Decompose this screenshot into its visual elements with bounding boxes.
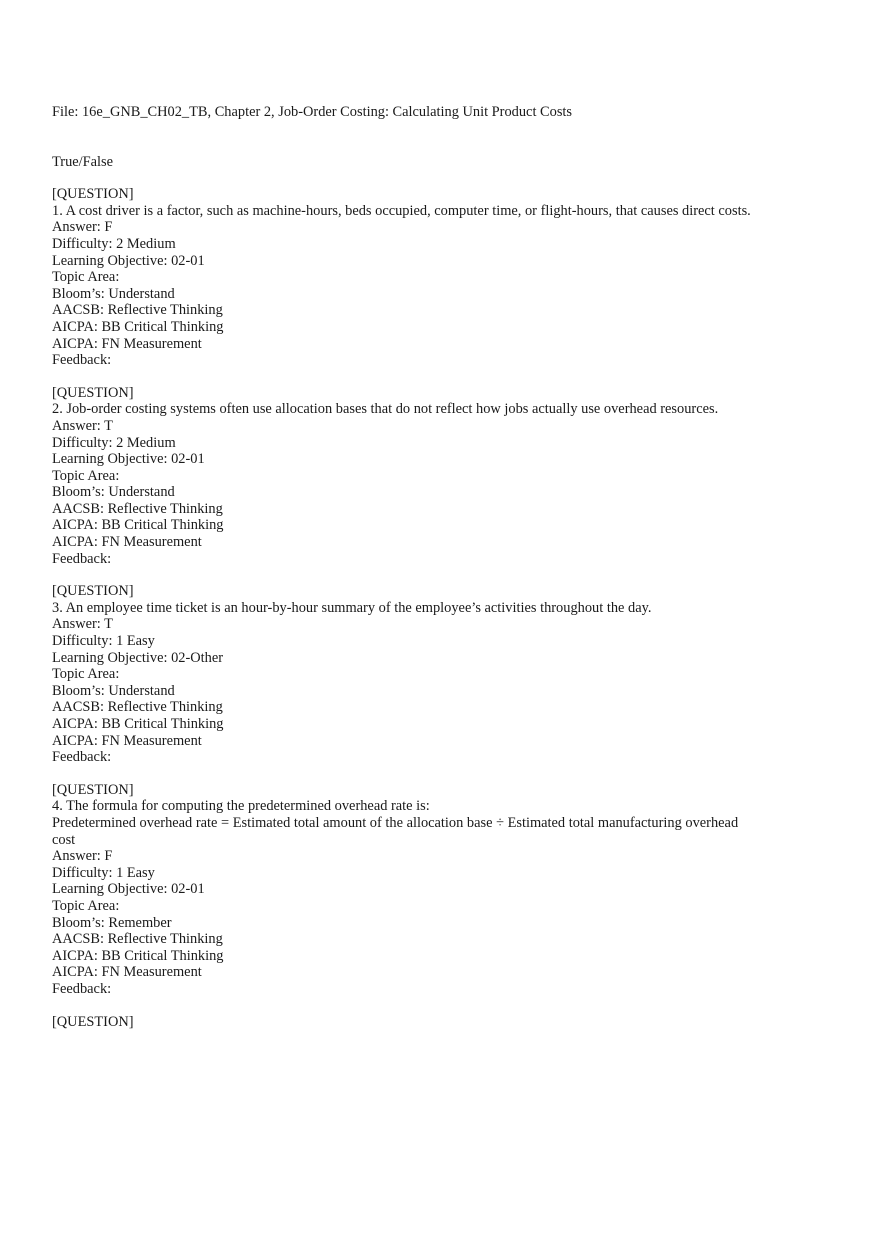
feedback: Feedback: (52, 749, 112, 766)
question-block-1 (52, 186, 752, 369)
question-text: 1. A cost driver is a factor, such as machine-hours, beds occupied, computer time, or flight-hours, that causes direct costs. (52, 202, 751, 219)
learning-objective: Learning Objective: 02-01 (52, 881, 205, 898)
topic-area: Topic Area: (52, 897, 120, 914)
difficulty: Difficulty: 1 Easy (52, 864, 155, 881)
question-block-4 (52, 782, 752, 998)
question-tag: [QUESTION] (52, 781, 134, 798)
topic-area: Topic Area: (52, 269, 120, 286)
blooms: Bloom’s: Remember (52, 914, 172, 931)
question-tag-next: [QUESTION] (52, 1013, 134, 1030)
answer: Answer: F (52, 219, 113, 236)
blooms: Bloom’s: Understand (52, 682, 175, 699)
file-header: File: 16e_GNB_CH02_TB, Chapter 2, Job-Order Costing: Calculating Unit Product Costs (52, 104, 573, 120)
aicpa-bb: AICPA: BB Critical Thinking (52, 318, 224, 335)
question-block-3 (52, 583, 752, 766)
learning-objective: Learning Objective: 02-01 (52, 252, 205, 269)
question-text: 4. The formula for computing the predetermined overhead rate is: (52, 798, 430, 815)
document-page (52, 104, 752, 1030)
section-title: True/False (52, 153, 114, 170)
question-block-2 (52, 385, 752, 568)
question-tag: [QUESTION] (52, 186, 134, 203)
question-tag: [QUESTION] (52, 384, 134, 401)
learning-objective: Learning Objective: 02-01 (52, 451, 205, 468)
answer: Answer: F (52, 848, 113, 865)
aicpa-bb: AICPA: BB Critical Thinking (52, 517, 224, 534)
question-text: 2. Job-order costing systems often use allocation bases that do not reflect how jobs actually use overhead resources. (52, 401, 719, 418)
aicpa-fn: AICPA: FN Measurement (52, 335, 202, 352)
blooms: Bloom’s: Understand (52, 484, 175, 501)
feedback: Feedback: (52, 980, 112, 997)
aacsb: AACSB: Reflective Thinking (52, 931, 223, 948)
feedback: Feedback: (52, 352, 112, 369)
aicpa-bb: AICPA: BB Critical Thinking (52, 716, 224, 732)
question-text: 3. An employee time ticket is an hour-by-hour summary of the employee’s activities throughout the day. (52, 599, 652, 616)
aacsb: AACSB: Reflective Thinking (52, 699, 223, 716)
topic-area: Topic Area: (52, 666, 120, 683)
aicpa-bb: AICPA: BB Critical Thinking (52, 947, 224, 964)
aacsb: AACSB: Reflective Thinking (52, 500, 223, 517)
feedback: Feedback: (52, 550, 112, 567)
aacsb: AACSB: Reflective Thinking (52, 302, 223, 319)
formula-line: Predetermined overhead rate = Estimated total amount of the allocation base ÷ Estimated total manufacturing overhead (52, 814, 739, 831)
aicpa-fn: AICPA: FN Measurement (52, 964, 202, 981)
aicpa-fn: AICPA: FN Measurement (52, 732, 202, 749)
answer: Answer: T (52, 417, 113, 434)
learning-objective: Learning Objective: 02-Other (52, 649, 224, 666)
difficulty: Difficulty: 2 Medium (52, 434, 176, 451)
topic-area: Topic Area: (52, 467, 120, 484)
difficulty: Difficulty: 2 Medium (52, 235, 176, 252)
blooms: Bloom’s: Understand (52, 285, 175, 302)
aicpa-fn: AICPA: FN Measurement (52, 534, 202, 551)
answer: Answer: T (52, 616, 113, 633)
formula-line-continued: cost (52, 831, 76, 848)
difficulty: Difficulty: 1 Easy (52, 633, 155, 650)
question-tag: [QUESTION] (52, 583, 134, 600)
